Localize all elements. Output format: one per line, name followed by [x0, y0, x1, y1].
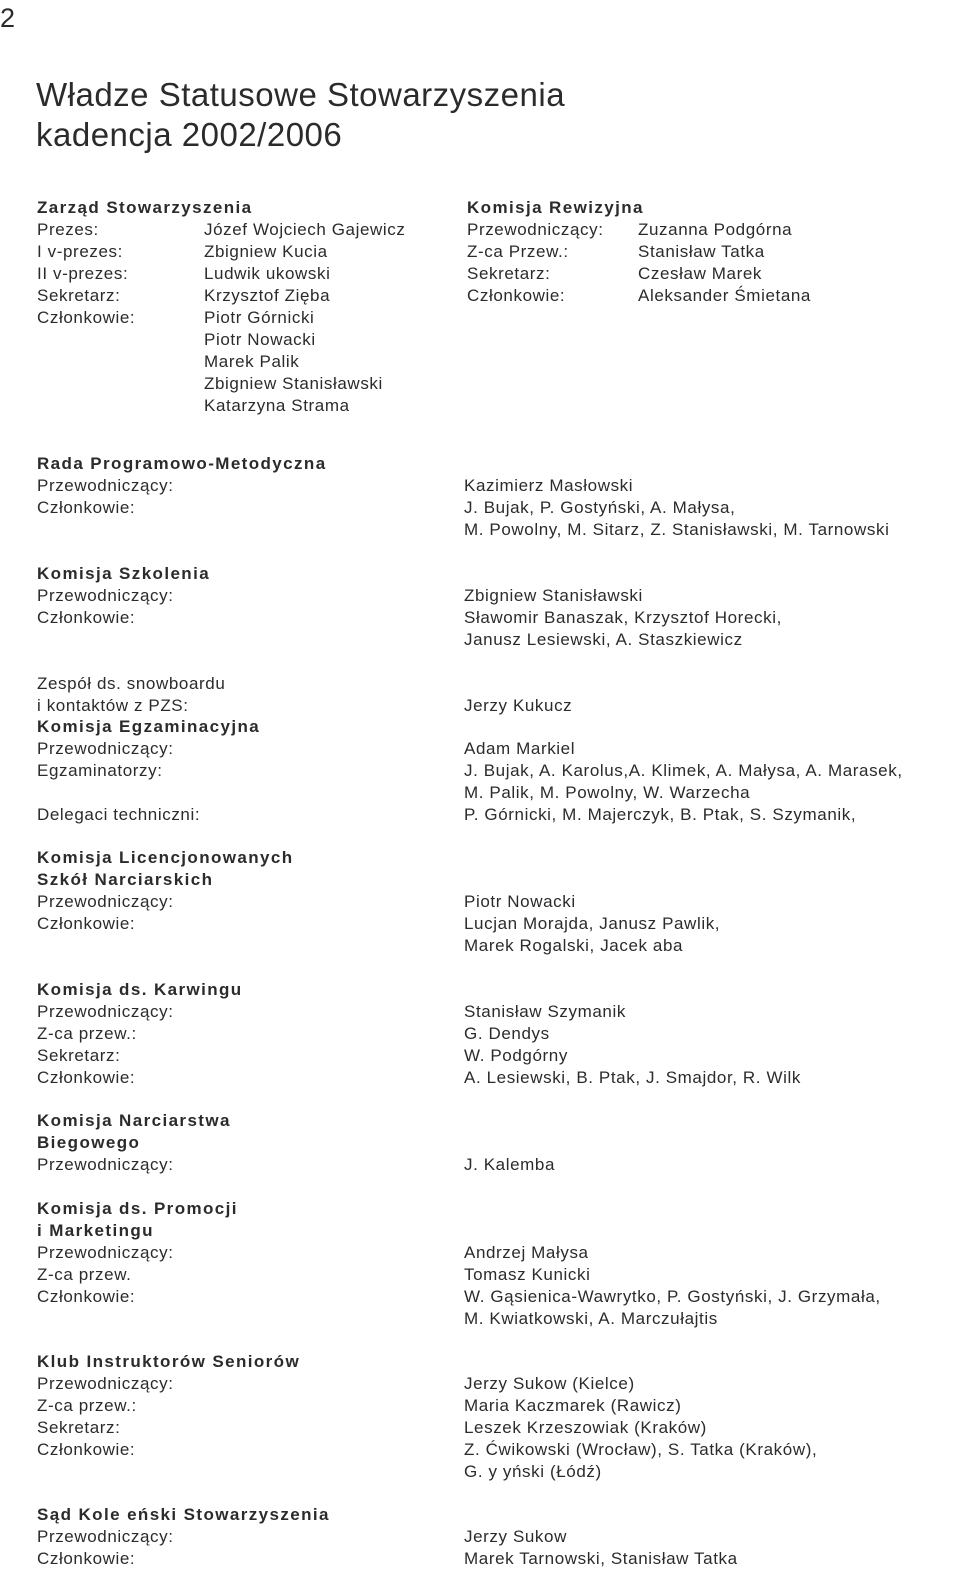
- member-name: W. Podgórny: [464, 1046, 568, 1065]
- member-name: Tomasz Kunicki: [464, 1265, 591, 1284]
- member-name: Marek Palik: [204, 352, 300, 371]
- role-label: Członkowie:: [37, 498, 136, 517]
- role-label: i kontaktów z PZS:: [37, 696, 189, 715]
- member-name: Marek Tarnowski, Stanisław Tatka: [464, 1549, 738, 1568]
- member-name: Czesław Marek: [638, 264, 762, 283]
- role-label: Z-ca przew.:: [37, 1024, 137, 1043]
- role-label: Przewodniczący:: [37, 476, 174, 495]
- page-title: [36, 75, 565, 155]
- member-name: J. Bujak, A. Karolus,A. Klimek, A. Małysa, A. Marasek,: [464, 761, 903, 780]
- section-heading: Szkół Narciarskich: [37, 870, 214, 889]
- section-heading: Zarząd Stowarzyszenia: [37, 198, 253, 217]
- role-label: Przewodniczący:: [37, 892, 174, 911]
- section-heading: Sąd Kole eński Stowarzyszenia: [37, 1505, 330, 1524]
- section-heading: Komisja Egzaminacyjna: [37, 717, 261, 736]
- role-label: Przewodniczący:: [37, 739, 174, 758]
- member-name: A. Lesiewski, B. Ptak, J. Smajdor, R. Wilk: [464, 1068, 801, 1087]
- role-label: Z-ca Przew.:: [467, 242, 569, 261]
- role-label: Przewodniczący:: [37, 1527, 174, 1546]
- member-name: Krzysztof Zięba: [204, 286, 331, 305]
- member-name: Sławomir Banaszak, Krzysztof Horecki,: [464, 608, 782, 627]
- section-heading: Komisja ds. Promocji: [37, 1199, 238, 1218]
- section-heading: i Marketingu: [37, 1221, 154, 1240]
- title-line-2: kadencja 2002/2006: [36, 116, 343, 153]
- member-name: Adam Markiel: [464, 739, 576, 758]
- member-name: Kazimierz Masłowski: [464, 476, 634, 495]
- member-name: M. Palik, M. Powolny, W. Warzecha: [464, 783, 751, 802]
- member-name: Zbigniew Stanisławski: [204, 374, 383, 393]
- section-heading: Klub Instruktorów Seniorów: [37, 1352, 301, 1371]
- section-heading: Komisja Szkolenia: [37, 564, 211, 583]
- member-name: M. Kwiatkowski, A. Marczułajtis: [464, 1309, 718, 1328]
- member-name: Zuzanna Podgórna: [638, 220, 793, 239]
- section-heading: Komisja ds. Karwingu: [37, 980, 243, 999]
- role-label: Sekretarz:: [467, 264, 551, 283]
- member-name: Zbigniew Kucia: [204, 242, 328, 261]
- role-label: II v-prezes:: [37, 264, 129, 283]
- member-name: Aleksander Śmietana: [638, 286, 811, 305]
- role-label: Członkowie:: [467, 286, 566, 305]
- member-name: Lucjan Morajda, Janusz Pawlik,: [464, 914, 721, 933]
- role-label: Członkowie:: [37, 1287, 136, 1306]
- member-name: Jerzy Sukow (Kielce): [464, 1374, 635, 1393]
- role-label: Egzaminatorzy:: [37, 761, 163, 780]
- role-label: Przewodniczący:: [37, 586, 174, 605]
- section-heading: Komisja Narciarstwa: [37, 1111, 231, 1130]
- role-label: Przewodniczący:: [37, 1155, 174, 1174]
- member-name: Z. Ćwikowski (Wrocław), S. Tatka (Kraków),: [464, 1440, 818, 1459]
- role-label: Prezes:: [37, 220, 99, 239]
- section-heading: Komisja Licencjonowanych: [37, 848, 294, 867]
- role-label: Członkowie:: [37, 308, 136, 327]
- title-line-1: Władze Statusowe Stowarzyszenia: [36, 76, 566, 113]
- role-label: Sekretarz:: [37, 1418, 121, 1437]
- member-name: Jerzy Sukow: [464, 1527, 567, 1546]
- role-label: I v-prezes:: [37, 242, 123, 261]
- member-name: J. Kalemba: [464, 1155, 556, 1174]
- role-label: Członkowie:: [37, 608, 136, 627]
- role-label: Przewodniczący:: [37, 1002, 174, 1021]
- role-label: Przewodniczący:: [467, 220, 604, 239]
- role-label: Członkowie:: [37, 1068, 136, 1087]
- role-label: Członkowie:: [37, 914, 136, 933]
- role-label: Przewodniczący:: [37, 1243, 174, 1262]
- role-label: Z-ca przew.: [37, 1265, 132, 1284]
- page-number: 2: [0, 3, 16, 33]
- role-label: Sekretarz:: [37, 286, 121, 305]
- role-label: Z-ca przew.:: [37, 1396, 137, 1415]
- member-name: M. Powolny, M. Sitarz, Z. Stanisławski, M. Tarnowski: [464, 520, 890, 539]
- member-name: Janusz Lesiewski, A. Staszkiewicz: [464, 630, 743, 649]
- role-label: Przewodniczący:: [37, 1374, 174, 1393]
- member-name: G. y yński (Łódź): [464, 1462, 602, 1481]
- section-heading: Rada Programowo-Metodyczna: [37, 454, 327, 473]
- member-name: Marek Rogalski, Jacek aba: [464, 936, 684, 955]
- member-name: Zbigniew Stanisławski: [464, 586, 643, 605]
- role-label: Członkowie:: [37, 1549, 136, 1568]
- member-name: Ludwik ukowski: [204, 264, 331, 283]
- member-name: Jerzy Kukucz: [464, 696, 573, 715]
- member-name: Stanisław Szymanik: [464, 1002, 626, 1021]
- member-name: G. Dendys: [464, 1024, 550, 1043]
- role-label: Sekretarz:: [37, 1046, 121, 1065]
- member-name: Maria Kaczmarek (Rawicz): [464, 1396, 682, 1415]
- role-label: Delegaci techniczni:: [37, 805, 201, 824]
- member-name: Stanisław Tatka: [638, 242, 765, 261]
- role-label: Członkowie:: [37, 1440, 136, 1459]
- section-heading: Biegowego: [37, 1133, 141, 1152]
- member-name: Katarzyna Strama: [204, 396, 350, 415]
- member-name: Piotr Górnicki: [204, 308, 315, 327]
- section-heading: Komisja Rewizyjna: [467, 198, 644, 217]
- member-name: Piotr Nowacki: [204, 330, 316, 349]
- member-name: Leszek Krzeszowiak (Kraków): [464, 1418, 707, 1437]
- member-name: Piotr Nowacki: [464, 892, 576, 911]
- role-label: Zespół ds. snowboardu: [37, 674, 226, 693]
- member-name: Andrzej Małysa: [464, 1243, 589, 1262]
- member-name: Józef Wojciech Gajewicz: [204, 220, 406, 239]
- member-name: W. Gąsienica-Wawrytko, P. Gostyński, J. Grzymała,: [464, 1287, 881, 1306]
- member-name: P. Górnicki, M. Majerczyk, B. Ptak, S. Szymanik,: [464, 805, 857, 824]
- member-name: J. Bujak, P. Gostyński, A. Małysa,: [464, 498, 736, 517]
